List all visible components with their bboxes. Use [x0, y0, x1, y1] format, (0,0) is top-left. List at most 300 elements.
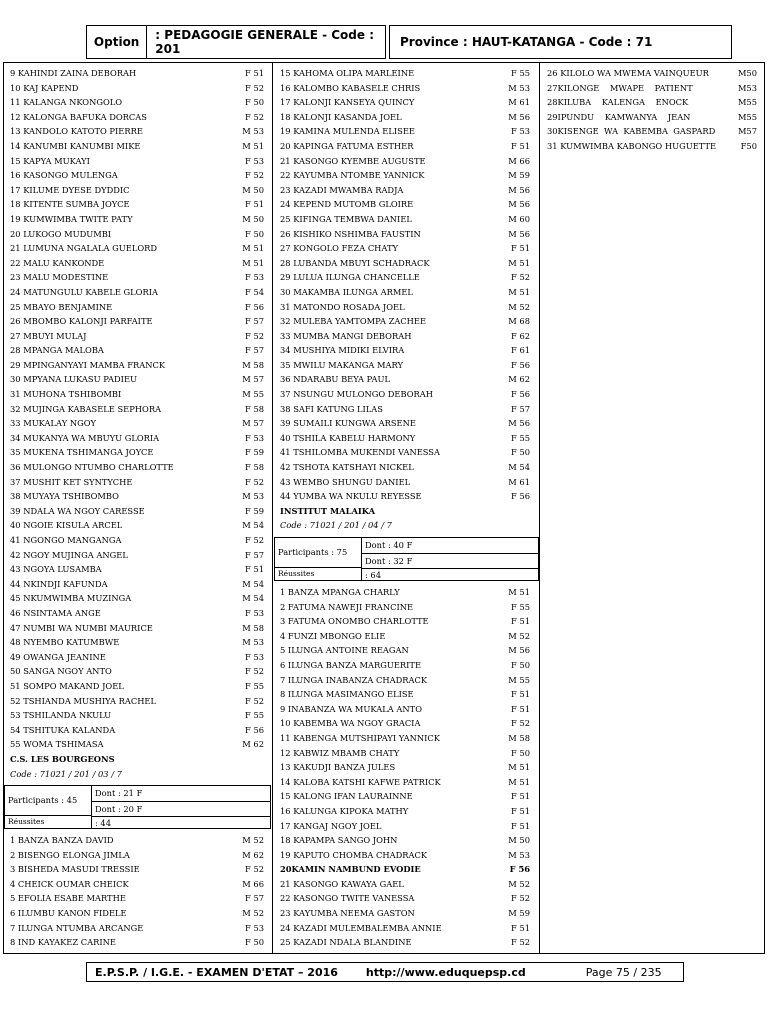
student-score: M 54: [508, 462, 530, 473]
student-score: F 52: [245, 476, 264, 487]
dont-m: Dont : 20 F: [92, 802, 270, 818]
student-row: [280, 489, 534, 504]
student-score: F 51: [511, 689, 530, 700]
column-divider-2: [539, 62, 540, 954]
student-name: 8 IND KAYAKEZ CARINE: [10, 937, 116, 948]
student-score: M 56: [508, 645, 530, 656]
student-row: [280, 906, 534, 921]
student-name: 16 KASONGO MULENGA: [10, 170, 118, 181]
student-score: F 52: [511, 937, 530, 948]
student-row: [280, 358, 534, 373]
student-score: M 51: [508, 776, 530, 787]
student-score: F50: [740, 140, 757, 151]
student-score: F 52: [245, 170, 264, 181]
student-row: [547, 139, 757, 154]
student-name: 24 MATUNGULU KABELE GLORIA: [10, 286, 158, 297]
student-row: [10, 124, 268, 139]
student-row: [10, 241, 268, 256]
student-row: [280, 227, 534, 242]
student-score: M 50: [242, 184, 264, 195]
student-name: 42 TSHOTA KATSHAYI NICKEL: [280, 462, 414, 473]
student-name: 16 KALUNGA KIPOKA MATHY: [280, 805, 409, 816]
page-number: Page 75 / 235: [585, 965, 662, 979]
student-name: 9 KAHINDI ZAINA DEBORAH: [10, 68, 137, 78]
student-score: F 51: [511, 922, 530, 933]
student-row: [10, 270, 268, 285]
reussites-value: : 44: [95, 817, 111, 828]
student-score: M 51: [242, 140, 264, 151]
school-stats: [274, 537, 539, 581]
student-name: 29 MPINGANYAYI MAMBA FRANCK: [10, 359, 166, 370]
student-list: [280, 585, 534, 950]
student-row: [10, 387, 268, 402]
student-name: 37 MUSHIT KET SYNTYCHE: [10, 476, 133, 487]
student-name: 23 MALU MODESTINE: [10, 272, 109, 283]
student-row: [547, 124, 757, 139]
student-name: 50 SANGA NGOY ANTO: [10, 666, 112, 677]
student-name: 5 EFOLIA ESABE MARTHE: [10, 893, 126, 904]
website-url[interactable]: http://www.eduquepsp.cd: [365, 965, 526, 979]
student-score: F 51: [245, 68, 264, 78]
student-name: 10 KAJ KAPEND: [10, 82, 79, 93]
student-name: 7 ILUNGA INABANZA CHADRACK: [280, 674, 428, 685]
student-name: 7 ILUNGA NTUMBA ARCANGE: [10, 922, 144, 933]
student-name: 35 MUKENA TSHIMANGA JOYCE: [10, 447, 154, 458]
student-score: M 62: [508, 374, 530, 385]
student-row: [10, 848, 268, 863]
student-row: [10, 110, 268, 125]
student-score: M 59: [508, 908, 530, 919]
student-score: F 59: [245, 505, 264, 516]
student-score: M 62: [242, 739, 264, 750]
student-score: M 53: [242, 126, 264, 137]
student-score: F 50: [511, 659, 530, 670]
student-score: F 52: [245, 535, 264, 545]
student-name: 22 KASONGO TWITE VANESSA: [280, 893, 415, 904]
student-name: 39 NDALA WA NGOY CARESSE: [10, 505, 145, 516]
student-row: [280, 673, 534, 688]
student-name: 34 MUKANYA WA MBUYU GLORIA: [10, 432, 160, 443]
student-score: M 52: [508, 630, 530, 641]
student-name: 9 INABANZA WA MUKALA ANTO: [280, 703, 422, 714]
student-row: [280, 95, 534, 110]
student-name: 48 NYEMBO KATUMBWE: [10, 637, 120, 648]
student-score: F 53: [245, 607, 264, 618]
student-score: M 53: [508, 82, 530, 93]
student-row: [280, 600, 534, 615]
student-row: [547, 81, 757, 96]
student-name: 29IPUNDU KAMWANYA JEAN: [547, 111, 691, 122]
student-name: 31 KUMWIMBA KABONGO HUGUETTE: [547, 140, 717, 151]
student-score: M 56: [508, 184, 530, 195]
student-score: F 51: [245, 564, 264, 575]
student-score: F 51: [511, 243, 530, 254]
student-row: [10, 358, 268, 373]
student-row: [280, 154, 534, 169]
student-row: [280, 81, 534, 96]
student-name: 43 NGOYA LUSAMBA: [10, 564, 102, 575]
student-row: [280, 629, 534, 644]
student-score: M57: [737, 126, 757, 137]
student-score: M 54: [242, 520, 264, 531]
student-score: M 60: [508, 213, 530, 224]
student-name: 11 KABENGA MUTSHIPAYI YANNICK: [280, 732, 440, 743]
student-score: F 57: [245, 316, 264, 327]
student-name: 41 TSHILOMBA MUKENDI VANESSA: [280, 447, 440, 458]
student-row: [10, 577, 268, 592]
student-name: 19 KAMINA MULENDA ELISEE: [280, 126, 415, 137]
student-score: M 52: [242, 835, 264, 846]
student-row: [10, 562, 268, 577]
student-name: 2 FATUMA NAWEJI FRANCINE: [280, 601, 414, 612]
student-row: [280, 270, 534, 285]
dont-f: Dont : 40 F: [362, 538, 538, 554]
student-row: [10, 679, 268, 694]
student-score: M 56: [508, 111, 530, 122]
student-row: [10, 694, 268, 709]
student-score: F 51: [511, 791, 530, 802]
student-name: 15 KAHOMA OLIPA MARLEINE: [280, 68, 415, 78]
participants: Participants : 75: [275, 538, 361, 568]
student-row: [280, 716, 534, 731]
student-name: 38 MUYAYA TSHIBOMBO: [10, 491, 119, 502]
student-name: 26 MBOMBO KALONJI PARFAITE: [10, 316, 153, 327]
student-row: [10, 621, 268, 636]
reussites-value: : 64: [365, 569, 381, 580]
student-row: [280, 139, 534, 154]
student-row: [10, 212, 268, 227]
student-row: [280, 687, 534, 702]
student-name: 18 KITENTE SUMBA JOYCE: [10, 199, 130, 210]
student-row: [10, 906, 268, 921]
student-name: 29 LULUA ILUNGA CHANCELLE: [280, 272, 420, 283]
option-value: : PEDAGOGIE GENERALE - Code : 201: [155, 28, 375, 56]
student-score: M 52: [242, 908, 264, 919]
student-name: 13 KANDOLO KATOTO PIERRE: [10, 126, 143, 137]
student-row: [280, 585, 534, 600]
student-row: [10, 635, 268, 650]
student-row: [280, 658, 534, 673]
student-row: [10, 95, 268, 110]
student-row: [280, 197, 534, 212]
student-name: 20 LUKOGO MUDUMBI: [10, 228, 112, 239]
student-row: [10, 372, 268, 387]
student-row: [10, 227, 268, 242]
student-score: F 52: [245, 111, 264, 122]
student-score: F 54: [245, 286, 264, 297]
student-score: M 61: [508, 476, 530, 487]
student-name: 4 CHEICK OUMAR CHEICK: [10, 878, 129, 889]
student-score: F 53: [245, 272, 264, 283]
student-name: 34 MUSHIYA MIDIKI ELVIRA: [280, 345, 405, 356]
student-name: 39 SUMAILI KUNGWA ARSENE: [280, 418, 416, 429]
page-footer: [86, 962, 684, 982]
student-score: M 51: [242, 243, 264, 254]
student-name: 41 NGONGO MANGANGA: [10, 535, 122, 545]
student-score: F 55: [511, 601, 530, 612]
student-score: F 51: [511, 616, 530, 627]
student-row: [10, 489, 268, 504]
student-name: 52 TSHIANDA MUSHIYA RACHEL: [10, 695, 156, 706]
school-code: Code : 71021 / 201 / 03 / 7: [10, 768, 122, 779]
student-name: 3 BISHEDA MASUDI TRESSIE: [10, 864, 140, 875]
student-row: [280, 643, 534, 658]
column-3: [547, 66, 757, 154]
student-score: F 50: [245, 97, 264, 108]
student-score: M 54: [242, 578, 264, 589]
student-name: 44 NKINDJI KAFUNDA: [10, 578, 108, 589]
student-name: 24 KAZADI MULEMBALEMBA ANNIE: [280, 922, 442, 933]
student-score: F 62: [511, 330, 530, 341]
student-score: F 55: [245, 710, 264, 721]
student-name: 15 KALONG IFAN LAURAINNE: [280, 791, 413, 802]
student-row: [280, 212, 534, 227]
student-row: [10, 664, 268, 679]
student-row: [10, 81, 268, 96]
student-row: [10, 402, 268, 417]
student-name: 14 KALOBA KATSHI KAFWE PATRICK: [280, 776, 441, 787]
student-row: [10, 139, 268, 154]
student-name: 37 NSUNGU MULONGO DEBORAH: [280, 389, 434, 400]
reussites-label: Réussites: [8, 816, 45, 826]
student-score: M 62: [242, 849, 264, 860]
student-score: M 53: [242, 491, 264, 502]
student-row: [280, 475, 534, 490]
student-name: 53 TSHILANDA NKULU: [10, 710, 112, 721]
student-score: M 57: [242, 374, 264, 385]
student-score: F 51: [511, 820, 530, 831]
student-row: [280, 241, 534, 256]
student-score: F 58: [245, 403, 264, 414]
participants: Participants : 45: [5, 786, 91, 816]
student-row: [10, 548, 268, 563]
student-name: 46 NSINTAMA ANGE: [10, 607, 101, 618]
school-code: Code : 71021 / 201 / 04 / 7: [280, 520, 392, 531]
student-score: F 57: [245, 345, 264, 356]
student-name: 26 KISHIKO NSHIMBA FAUSTIN: [280, 228, 421, 239]
student-score: M53: [737, 82, 757, 93]
student-score: F 57: [245, 549, 264, 560]
student-list: [10, 833, 268, 950]
student-row: [10, 708, 268, 723]
student-row: [280, 746, 534, 761]
dont-m: Dont : 32 F: [362, 554, 538, 570]
student-row: [10, 197, 268, 212]
student-score: F 58: [245, 462, 264, 473]
student-row: [10, 154, 268, 169]
student-score: F 52: [245, 82, 264, 93]
student-score: F 56: [511, 491, 530, 502]
student-list: [280, 66, 534, 504]
student-row: [10, 168, 268, 183]
student-name: 11 KALANGA NKONGOLO: [10, 97, 123, 108]
student-name: 28KILUBA KALENGA ENOCK: [547, 97, 689, 108]
student-row: [280, 256, 534, 271]
student-row: [280, 935, 534, 950]
student-name: 31 MUHONA TSHIBOMBI: [10, 389, 122, 400]
student-score: F 50: [245, 228, 264, 239]
student-row: [280, 416, 534, 431]
student-score: M 51: [508, 762, 530, 773]
student-score: M 66: [242, 878, 264, 889]
student-row: [280, 314, 534, 329]
student-row: [10, 650, 268, 665]
student-row: [280, 877, 534, 892]
student-score: M 59: [508, 170, 530, 181]
student-score: F 53: [245, 432, 264, 443]
student-name: 32 MULEBA YAMTOMPA ZACHEE: [280, 316, 427, 327]
student-name: 43 WEMBO SHUNGU DANIEL: [280, 476, 411, 487]
student-score: F 50: [245, 937, 264, 948]
student-row: [10, 723, 268, 738]
student-name: 10 KABEMBA WA NGOY GRACIA: [280, 718, 421, 729]
student-name: 18 KALONJI KASANDA JOEL: [280, 111, 402, 122]
student-score: F 52: [245, 695, 264, 706]
student-row: [10, 533, 268, 548]
student-name: 21 KASONGO KYEMBE AUGUSTE: [280, 155, 426, 166]
student-row: [10, 285, 268, 300]
student-name: 25 KIFINGA TEMBWA DANIEL: [280, 213, 412, 224]
student-score: F 52: [511, 718, 530, 729]
student-row: [280, 921, 534, 936]
student-name: 49 OWANGA JEANINE: [10, 651, 106, 662]
province-header: Province : HAUT-KATANGA - Code : 71: [389, 25, 732, 59]
student-score: F 51: [245, 199, 264, 210]
student-row: [280, 862, 534, 877]
student-name: 26 KILOLO WA MWEMA VAINQUEUR: [547, 68, 709, 78]
student-name: 17 KALONJI KANSEYA QUINCY: [280, 97, 415, 108]
student-score: M 68: [508, 316, 530, 327]
student-row: [10, 606, 268, 621]
student-score: M55: [737, 97, 757, 108]
student-row: [280, 460, 534, 475]
student-name: 13 KAKUDJI BANZA JULES: [280, 762, 396, 773]
student-name: 27 MBUYI MULAJ: [10, 330, 87, 341]
option-header: [86, 25, 386, 59]
student-name: 19 KUMWIMBA TWITE PATY: [10, 213, 133, 224]
student-score: M 56: [508, 228, 530, 239]
student-score: M 50: [242, 213, 264, 224]
student-row: [280, 168, 534, 183]
student-name: 20KAMIN NAMBUND EVODIE: [280, 864, 421, 875]
student-score: F 61: [511, 345, 530, 356]
student-name: 5 ILUNGA ANTOINE REAGAN: [280, 645, 409, 656]
student-row: [280, 614, 534, 629]
student-name: 19 KAPUTO CHOMBA CHADRACK: [280, 849, 428, 860]
student-score: M 58: [242, 622, 264, 633]
student-name: 30KISENGE WA KABEMBA GASPARD: [547, 126, 716, 137]
student-row: [280, 775, 534, 790]
student-row: [10, 300, 268, 315]
student-name: 45 NKUMWIMBA MUZINGA: [10, 593, 132, 604]
student-score: M 54: [242, 593, 264, 604]
student-name: 30 MPYANA LUKASU PADIEU: [10, 374, 137, 385]
column-divider-1: [272, 62, 273, 954]
student-row: [280, 445, 534, 460]
student-name: 2 BISENGO ELONGA JIMLA: [10, 849, 130, 860]
student-name: 12 KABWIZ MBAMB CHATY: [280, 747, 400, 758]
student-row: [10, 518, 268, 533]
student-row: [280, 372, 534, 387]
student-score: F 55: [511, 68, 530, 78]
student-row: [10, 183, 268, 198]
student-name: 23 KAYUMBA NEEMA GASTON: [280, 908, 415, 919]
student-name: 1 BANZA MPANGA CHARLY: [280, 587, 400, 597]
student-row: [280, 183, 534, 198]
student-row: [10, 343, 268, 358]
student-row: [280, 804, 534, 819]
student-name: 33 MUMBA MANGI DEBORAH: [280, 330, 412, 341]
student-score: M 53: [508, 849, 530, 860]
student-name: 22 KAYUMBA NTOMBE YANNICK: [280, 170, 425, 181]
school-name: C.S. LES BOURGEONS: [10, 753, 115, 764]
student-score: F 53: [245, 922, 264, 933]
student-name: 40 TSHILA KABELU HARMONY: [280, 432, 416, 443]
student-score: F 57: [511, 403, 530, 414]
student-name: 36 NDARABU BEYA PAUL: [280, 374, 390, 385]
student-score: M 51: [508, 257, 530, 268]
student-score: F 53: [245, 651, 264, 662]
student-score: F 56: [511, 359, 530, 370]
student-score: M 51: [508, 286, 530, 297]
student-row: [280, 402, 534, 417]
student-name: 20 KAPINGA FATUMA ESTHER: [280, 140, 414, 151]
student-row: [280, 819, 534, 834]
student-name: 51 SOMPO MAKAND JOEL: [10, 680, 124, 691]
student-score: F 55: [245, 680, 264, 691]
student-name: 44 YUMBA WA NKULU REYESSE: [280, 491, 422, 502]
student-name: 54 TSHITUKA KALANDA: [10, 724, 116, 735]
student-name: 25 KAZADI NDALA BLANDINE: [280, 937, 412, 948]
student-name: 23 KAZADI MWAMBA RADJA: [280, 184, 404, 195]
student-row: [280, 760, 534, 775]
student-row: [10, 921, 268, 936]
student-score: F 56: [511, 389, 530, 400]
student-score: F 53: [511, 126, 530, 137]
student-score: F 52: [245, 666, 264, 677]
student-name: 28 LUBANDA MBUYI SCHADRACK: [280, 257, 430, 268]
student-row: [10, 591, 268, 606]
student-name: 12 KALONGA BAFUKA DORCAS: [10, 111, 147, 122]
student-name: 14 KANUMBI KANUMBI MIKE: [10, 140, 141, 151]
student-score: F 56: [509, 864, 530, 875]
student-score: F 52: [511, 272, 530, 283]
student-name: 4 FUNZI MBONGO ELIE: [280, 630, 386, 641]
student-score: M 58: [242, 359, 264, 370]
student-score: M 66: [508, 155, 530, 166]
student-row: [280, 891, 534, 906]
student-row: [280, 833, 534, 848]
student-row: [280, 702, 534, 717]
student-score: F 59: [245, 447, 264, 458]
student-row: [10, 833, 268, 848]
student-row: [280, 731, 534, 746]
student-name: 18 KAPAMPA SANGO JOHN: [280, 835, 398, 846]
student-name: 32 MUJINGA KABASELE SEPHORA: [10, 403, 162, 414]
student-name: 21 LUMUNA NGALALA GUELORD: [10, 243, 158, 254]
student-name: 21 KASONGO KAWAYA GAEL: [280, 878, 404, 889]
student-name: 24 KEPEND MUTOMB GLOIRE: [280, 199, 414, 210]
student-name: 30 MAKAMBA ILUNGA ARMEL: [280, 286, 413, 297]
option-label: Option: [87, 26, 147, 58]
student-name: 27KILONGE MWAPE PATIENT: [547, 82, 693, 93]
student-row: [10, 737, 268, 752]
student-score: M 56: [508, 418, 530, 429]
reussites-label: Réussites: [278, 568, 315, 578]
student-name: 15 KAPYA MUKAYI: [10, 155, 90, 166]
student-row: [280, 431, 534, 446]
student-row: [10, 877, 268, 892]
